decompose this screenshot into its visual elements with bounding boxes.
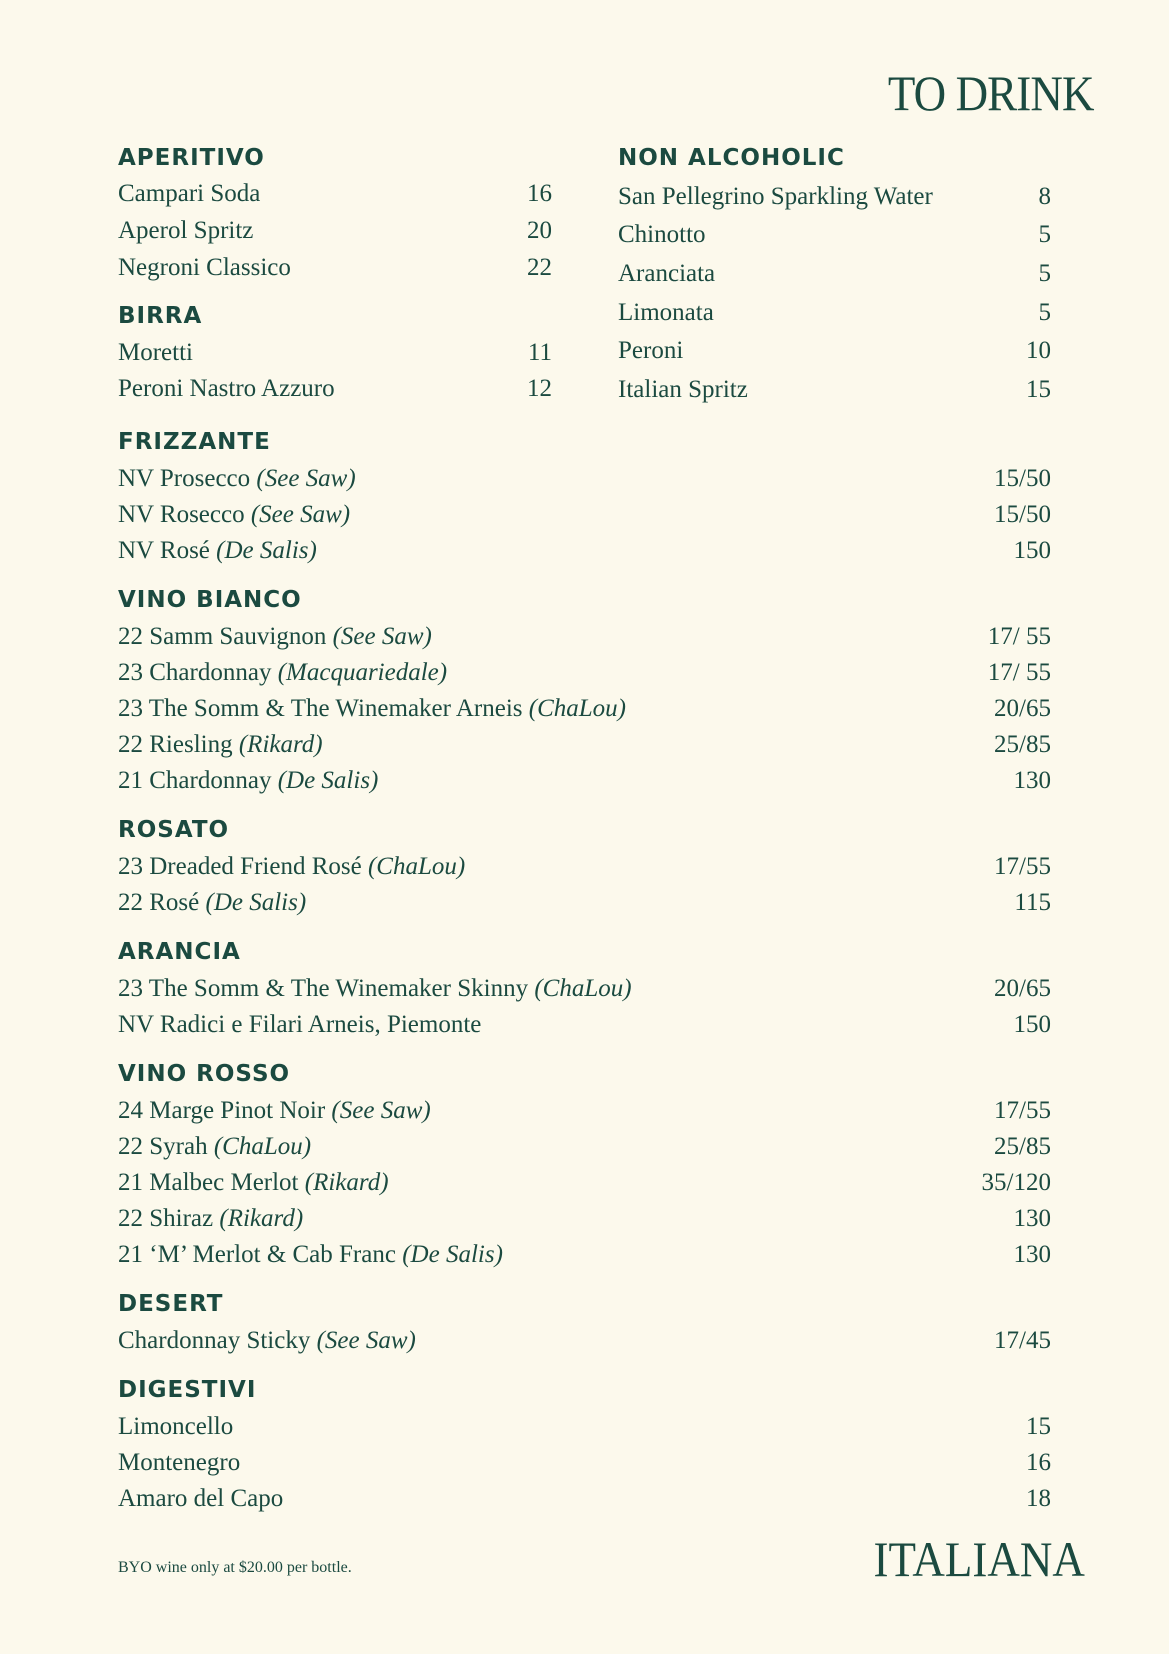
page-title: TO DRINK <box>888 65 1094 121</box>
section-heading-vino-rosso: VINO ROSSO <box>118 1061 291 1087</box>
menu-item: Limoncello 15 <box>118 1413 1051 1440</box>
section-heading-arancia: ARANCIA <box>118 939 241 965</box>
menu-item: Limonata 5 <box>618 299 1051 326</box>
menu-item: 23 Dreaded Friend Rosé (ChaLou) 17/55 <box>118 853 1051 880</box>
menu-item: NV Rosecco (See Saw) 15/50 <box>118 501 1051 528</box>
menu-item: 21 Malbec Merlot (Rikard) 35/120 <box>118 1169 1051 1196</box>
menu-item: 24 Marge Pinot Noir (See Saw) 17/55 <box>118 1097 1051 1124</box>
menu-item: Peroni 10 <box>618 337 1051 364</box>
menu-item: Campari Soda 16 <box>118 180 552 207</box>
menu-item: 21 ‘M’ Merlot & Cab Franc (De Salis) 130 <box>118 1241 1051 1268</box>
section-heading-desert: DESERT <box>118 1291 224 1317</box>
section-heading-non-alcoholic: NON ALCOHOLIC <box>618 145 845 171</box>
menu-item: NV Prosecco (See Saw) 15/50 <box>118 465 1051 492</box>
section-heading-birra: BIRRA <box>118 303 203 329</box>
section-heading-vino-bianco: VINO BIANCO <box>118 587 302 613</box>
byo-note: BYO wine only at $20.00 per bottle. <box>118 1559 352 1576</box>
section-heading-rosato: ROSATO <box>118 817 230 843</box>
menu-item: Chardonnay Sticky (See Saw) 17/45 <box>118 1327 1051 1354</box>
menu-item: Aperol Spritz 20 <box>118 217 552 244</box>
menu-item: 22 Syrah (ChaLou) 25/85 <box>118 1133 1051 1160</box>
menu-item: 22 Samm Sauvignon (See Saw) 17/ 55 <box>118 623 1051 650</box>
menu-item: 22 Rosé (De Salis) 115 <box>118 889 1051 916</box>
menu-item: Chinotto 5 <box>618 221 1051 248</box>
menu-item: 22 Shiraz (Rikard) 130 <box>118 1205 1051 1232</box>
menu-item: 21 Chardonnay (De Salis) 130 <box>118 767 1051 794</box>
menu-item: NV Radici e Filari Arneis, Piemonte 150 <box>118 1011 1051 1038</box>
menu-item: Montenegro 16 <box>118 1449 1051 1476</box>
brand-logo-text: ITALIANA <box>873 1531 1085 1587</box>
menu-item: Italian Spritz 15 <box>618 376 1051 403</box>
menu-item: Aranciata 5 <box>618 260 1051 287</box>
menu-item: San Pellegrino Sparkling Water 8 <box>618 183 1051 210</box>
menu-item: 22 Riesling (Rikard) 25/85 <box>118 731 1051 758</box>
menu-item: 23 The Somm & The Winemaker Skinny (ChaLou) 20/65 <box>118 975 1051 1002</box>
section-heading-frizzante: FRIZZANTE <box>118 429 271 455</box>
menu-item: NV Rosé (De Salis) 150 <box>118 537 1051 564</box>
menu-item: Negroni Classico 22 <box>118 254 552 281</box>
section-heading-aperitivo: APERITIVO <box>118 145 265 171</box>
section-heading-digestivi: DIGESTIVI <box>118 1377 257 1403</box>
menu-item: 23 The Somm & The Winemaker Arneis (ChaLou) 20/65 <box>118 695 1051 722</box>
menu-item: Peroni Nastro Azzuro 12 <box>118 375 552 402</box>
menu-item: Moretti 11 <box>118 339 552 366</box>
menu-item: 23 Chardonnay (Macquariedale) 17/ 55 <box>118 659 1051 686</box>
menu-item: Amaro del Capo 18 <box>118 1485 1051 1512</box>
